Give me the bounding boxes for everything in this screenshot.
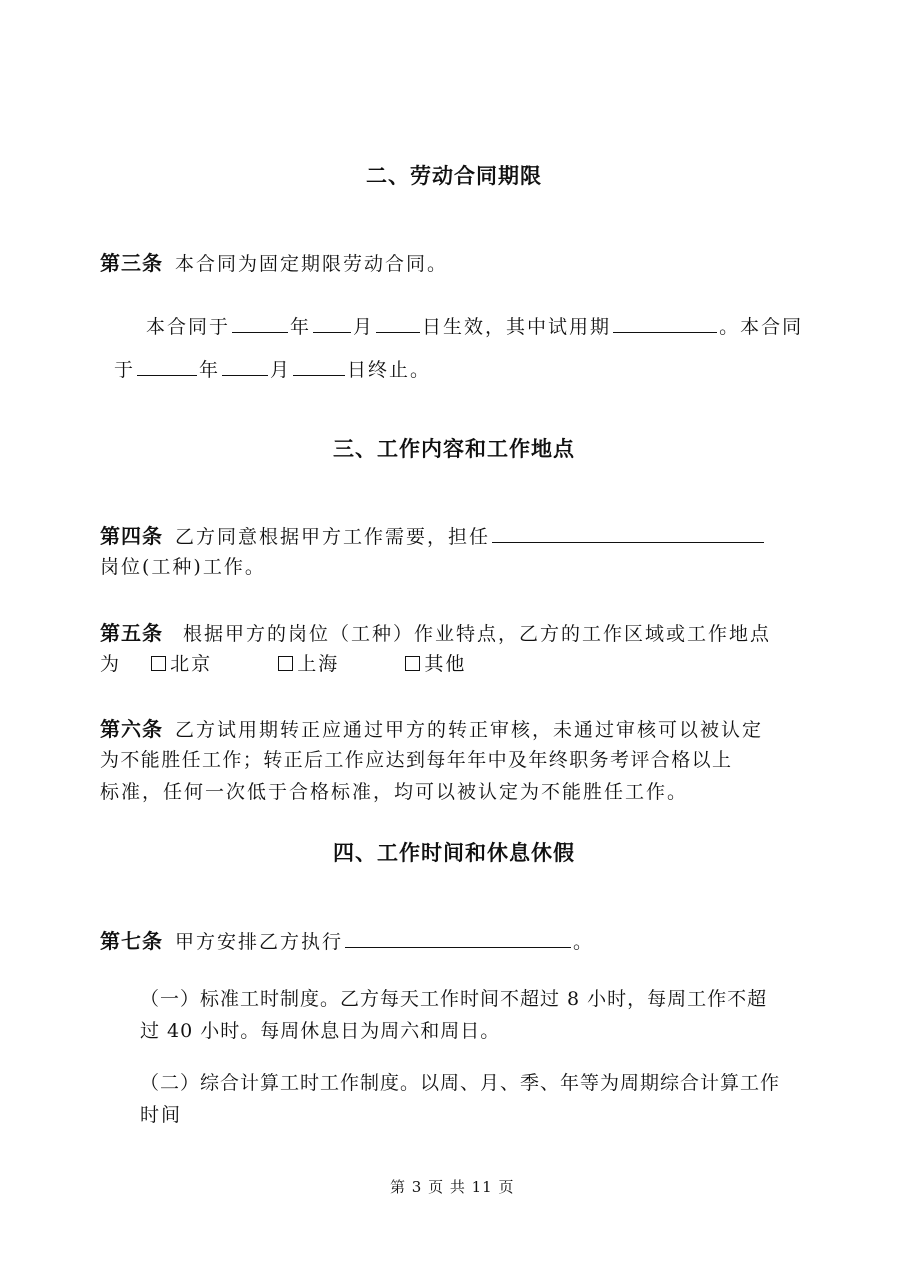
article-6-label: 第六条 [100, 717, 163, 741]
article-6 [100, 713, 763, 742]
item-2-line2: 时间 [140, 1104, 183, 1126]
effective-year-blank[interactable] [232, 314, 288, 333]
end-year-blank[interactable] [137, 357, 197, 376]
option-beijing[interactable] [151, 653, 212, 675]
section-title-work-time: 四、工作时间和休息休假 [333, 841, 575, 865]
option-shanghai-label: 上海 [297, 653, 340, 675]
item-1-line1: （一）标准工时制度。乙方每天工作时间不超过 8 小时，每周工作不超 [140, 988, 768, 1010]
article-3-label: 第三条 [100, 251, 163, 275]
article-7-text: 甲方安排乙方执行 [175, 931, 344, 953]
article-6-line2: 为不能胜任工作；转正后工作应达到每年年中及年终职务考评合格以上 [100, 749, 733, 771]
end-day-blank[interactable] [293, 357, 345, 376]
article-3-end-line [114, 355, 431, 382]
article-3-text: 本合同为固定期限劳动合同。 [175, 253, 449, 275]
month-text: 月 [353, 316, 375, 338]
item-2-line1: （二）综合计算工时工作制度。以周、月、季、年等为周期综合计算工作 [140, 1072, 781, 1094]
yu-text: 于 [114, 359, 136, 381]
article-7-label: 第七条 [100, 929, 163, 953]
effective-month-blank[interactable] [313, 314, 351, 333]
article-6-line3: 标准，任何一次低于合格标准，均可以被认定为不能胜任工作。 [100, 781, 689, 803]
article-7 [100, 925, 594, 954]
position-blank[interactable] [492, 524, 764, 543]
year-text: 年 [199, 359, 221, 381]
option-other-label: 其他 [424, 653, 467, 675]
article-4 [100, 520, 766, 549]
end-month-blank[interactable] [222, 357, 268, 376]
effective-day-text: 日生效，其中试用期 [422, 316, 612, 338]
effective-day-blank[interactable] [376, 314, 420, 333]
checkbox-icon[interactable] [405, 656, 420, 671]
option-beijing-label: 北京 [170, 653, 213, 675]
checkbox-icon[interactable] [278, 656, 293, 671]
article-5-label: 第五条 [100, 621, 163, 645]
option-shanghai[interactable] [278, 653, 339, 675]
end-day-text: 日终止。 [347, 359, 432, 381]
year-text: 年 [290, 316, 312, 338]
section-title-work-content: 三、工作内容和工作地点 [333, 437, 575, 461]
wei-text: 为 [100, 653, 122, 675]
contract-tail-text: 。本合同 [719, 316, 804, 338]
month-text: 月 [270, 359, 292, 381]
work-location-options [100, 649, 466, 676]
checkbox-icon[interactable] [151, 656, 166, 671]
article-6-line1: 乙方试用期转正应通过甲方的转正审核，未通过审核可以被认定 [175, 719, 764, 741]
article-4-label: 第四条 [100, 524, 163, 548]
page-number: 第 3 页 共 11 页 [390, 1178, 515, 1196]
section-title-labor-term: 二、劳动合同期限 [366, 164, 542, 188]
item-1-line2: 过 40 小时。每周休息日为周六和周日。 [140, 1020, 501, 1042]
article-5-text: 根据甲方的岗位（工种）作业特点，乙方的工作区域或工作地点 [183, 623, 772, 645]
article-5 [100, 617, 771, 646]
option-other[interactable] [405, 653, 466, 675]
effective-start-text: 本合同于 [146, 316, 231, 338]
article-4-line2: 岗位(工种)工作。 [100, 556, 266, 578]
article-3 [100, 247, 448, 276]
work-hours-system-blank[interactable] [345, 929, 571, 948]
article-3-effective-line [146, 312, 803, 339]
probation-period-blank[interactable] [613, 314, 717, 333]
article-7-end: 。 [573, 931, 595, 953]
article-4-text: 乙方同意根据甲方工作需要，担任 [175, 526, 491, 548]
